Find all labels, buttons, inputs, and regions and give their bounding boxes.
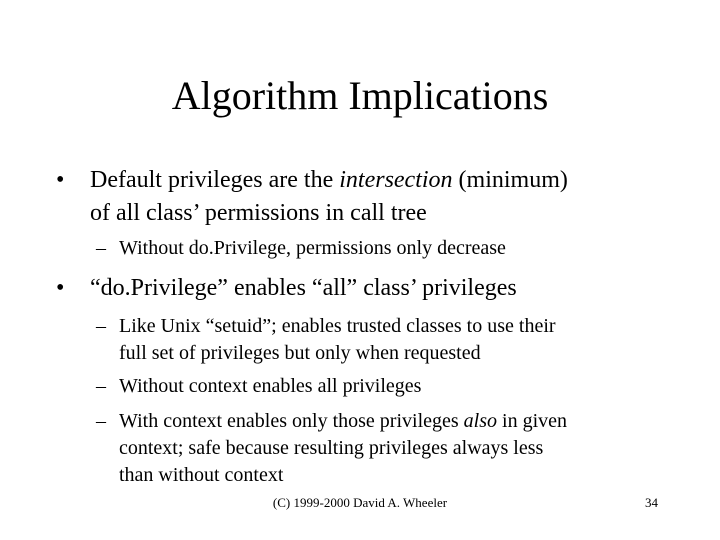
sub-bullet-text-continuation: context; safe because resulting privileges always less	[119, 437, 544, 459]
footer-copyright: (C) 1999-2000 David A. Wheeler	[272, 495, 448, 510]
sub-bullet-text: Like Unix “setuid”; enables trusted classes to use their	[119, 315, 556, 337]
slide-title: Algorithm Implications	[171, 73, 549, 118]
dash-marker: –	[96, 237, 106, 259]
bullet-default-privileges	[56, 164, 690, 230]
sub-bullet-text: With context enables only those privileges	[119, 410, 464, 432]
sub-bullet-without-doprivilege	[96, 235, 679, 262]
bullet-text: “do.Privilege” enables “all” class’ privileges	[90, 275, 517, 301]
dash-marker: –	[96, 410, 106, 432]
dash-marker: –	[96, 315, 106, 337]
bullet-marker: •	[56, 275, 65, 301]
bullet-text-continuation: of all class’ permissions in call tree	[90, 200, 427, 226]
sub-bullet-text: in given	[497, 410, 568, 432]
sub-bullet-with-context	[96, 408, 679, 489]
sub-bullet-text-continuation: full set of privileges but only when requested	[119, 342, 481, 364]
bullet-doprivilege	[56, 272, 690, 305]
page-number: 34	[645, 495, 658, 510]
sub-bullet-text-italic: also	[463, 410, 498, 432]
sub-bullet-text-continuation: than without context	[119, 464, 284, 486]
bullet-text-italic: intersection	[339, 167, 453, 193]
bullet-text: Default privileges are the	[90, 167, 340, 193]
dash-marker: –	[96, 375, 106, 397]
sub-bullet-text: Without do.Privilege, permissions only decrease	[119, 237, 506, 259]
bullet-marker: •	[56, 167, 65, 193]
bullet-text: (minimum)	[452, 167, 568, 193]
sub-bullet-text: Without context enables all privileges	[119, 375, 422, 397]
sub-bullet-unix-setuid	[96, 313, 679, 367]
sub-bullet-without-context	[96, 373, 679, 400]
